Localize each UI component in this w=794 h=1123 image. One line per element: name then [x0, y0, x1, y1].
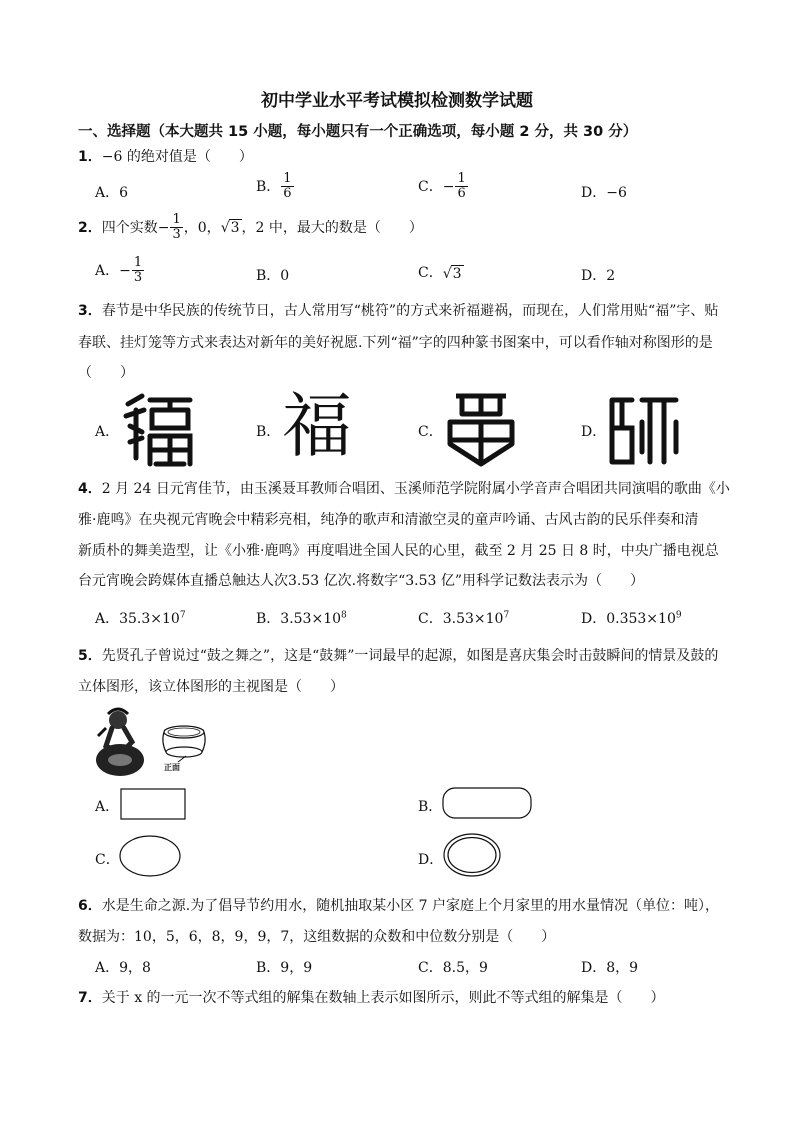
question-6-line-2: 数据为：10，5，6，8，9，9，7，这组数据的众数和中位数分别是（ ） [78, 929, 556, 945]
exponent: 9 [675, 610, 682, 621]
numerator: 1 [172, 212, 181, 227]
question-3 [78, 300, 718, 320]
question-text: 水是生命之源.为了倡导节约用水，随机抽取某小区 7 户家庭上个月家里的用水量情况（单位：吨）， [101, 898, 720, 914]
question-number: 2． [78, 219, 102, 236]
square-root [221, 219, 242, 236]
q3-option-c: C． [418, 424, 443, 440]
question-4-line-3: 新质朴的舞美造型，让《小雅·鹿鸣》再度唱进全国人民的心里，截至 2 月 25 日 8 时，中央广播电视总 [78, 543, 719, 559]
question-text: 2 月 24 日元宵佳节，由玉溪聂耳教师合唱团、玉溪师范学院附属小学音声合唱团共同演唱的歌曲《小 [101, 481, 730, 497]
q6-option-a: A．9，8 [95, 960, 151, 976]
q2-option-b: B．0 [256, 268, 290, 284]
page-title: 初中学业水平考试模拟检测数学试题 [261, 91, 533, 111]
question-4-line-2: 雅·鹿鸣》在央视元宵晚会中精彩亮相，纯净的歌声和清澈空灵的童声吟诵、古风古韵的民乐伴奏和清 [78, 512, 699, 528]
q1-option-a: A．6 [95, 185, 129, 201]
question-5 [78, 645, 718, 665]
q6-option-d: D．8，9 [581, 960, 639, 976]
q6-option-c: C．8.5，9 [418, 960, 488, 976]
question-text: 关于 x 的一元一次不等式组的解集在数轴上表示如图所示，则此不等式组的解集是（ ） [101, 990, 665, 1006]
q1-option-d: D．−6 [581, 185, 627, 201]
denominator: 3 [172, 227, 181, 243]
option-d-double-ellipse [442, 832, 504, 880]
option-c-ellipse [118, 834, 184, 880]
numerator: 1 [457, 171, 466, 186]
q5-option-b: B． [418, 799, 443, 815]
q4-option-b [256, 608, 347, 628]
q2-option-c [418, 262, 464, 282]
fraction [170, 213, 182, 243]
q5-option-c: C． [95, 852, 120, 868]
q3-option-a: A． [95, 424, 120, 440]
question-number: 7． [78, 990, 102, 1006]
option-text: C．3.53×10 [418, 611, 504, 627]
option-text: B．3.53×10 [256, 611, 342, 627]
question-number: 6． [78, 898, 102, 914]
seal-fu-glyph-d [606, 392, 682, 468]
question-text: ，0， [183, 219, 221, 236]
q3-option-b: B． [256, 424, 281, 440]
exponent: 7 [179, 610, 186, 621]
exponent: 7 [503, 610, 510, 621]
denominator: 6 [283, 186, 292, 202]
question-3-line-2: 春联、挂灯笼等方式来表达对新年的美好祝愿.下列“福”字的四种篆书图案中，可以看作轴对称图形的是 [78, 335, 713, 351]
q5-option-a: A． [95, 799, 120, 815]
question-number: 3． [78, 303, 102, 319]
seal-fu-glyph-a [122, 392, 196, 468]
option-a-rectangle [120, 788, 188, 822]
option-b-rounded-rectangle [442, 787, 534, 821]
fraction [281, 172, 293, 202]
fraction [132, 256, 144, 286]
q3-option-d: D． [581, 424, 607, 440]
question-4-line-4: 台元宵晚会跨媒体直播总触达人次3.53 亿次.将数字“3.53 亿”用科学记数法表示为（ ） [78, 573, 645, 589]
denominator: 3 [133, 270, 143, 286]
question-text: 先贤孔子曾说过“鼓之舞之”，这是“鼓舞”一词最早的起源，如图是喜庆集会时击鼓瞬间的情景及鼓的 [101, 648, 719, 664]
square-root [443, 265, 464, 282]
question-number: 5． [78, 648, 102, 664]
q1-option-b [256, 172, 295, 202]
section-heading: 一、选择题（本大题共 15 小题，每小题只有一个正确选项，每小题 2 分，共 30 分） [78, 124, 638, 140]
option-text: A．35.3×10 [95, 611, 180, 627]
q2-option-d: D．2 [581, 268, 616, 284]
q4-option-d [581, 608, 682, 628]
numerator: 1 [133, 255, 143, 270]
q1-option-c [418, 172, 469, 202]
exponent: 8 [341, 610, 347, 621]
q6-option-b: B．9，9 [256, 960, 313, 976]
front-label: 正面 [164, 763, 180, 772]
q4-option-a [95, 608, 186, 628]
question-text: ，2 中，最大的数是（ ） [241, 219, 423, 236]
question-2 [78, 213, 423, 243]
denominator: 6 [457, 186, 466, 202]
question-6 [78, 895, 719, 915]
seal-fu-glyph-c [446, 392, 516, 468]
radicand: 3 [230, 220, 240, 237]
q4-option-c [418, 608, 509, 628]
question-text: −6 的绝对值是（ ） [101, 149, 253, 165]
option-label: A．− [95, 262, 131, 279]
question-5-line-2: 立体图形，该立体图形的主视图是（ ） [78, 679, 344, 695]
option-label: C． [418, 265, 443, 281]
question-number: 1． [78, 149, 102, 165]
option-text: D．0.353×10 [581, 611, 676, 627]
question-4 [78, 478, 730, 498]
q5-option-d: D． [418, 852, 444, 868]
question-number: 4． [78, 481, 102, 497]
question-3-line-3: （ ） [78, 365, 134, 381]
question-1 [78, 146, 253, 166]
radicand: 3 [452, 265, 462, 282]
q2-option-a [95, 256, 145, 286]
question-7 [78, 987, 665, 1007]
fraction [455, 172, 467, 202]
option-label: B． [256, 178, 281, 195]
numerator: 1 [283, 171, 292, 186]
radical-sign: √ [442, 265, 452, 282]
radical-sign: √ [220, 220, 230, 237]
question-text: 四个实数− [101, 219, 170, 236]
option-label: C．− [418, 178, 455, 195]
question-text: 春节是中华民族的传统节日，古人常用写“桃符”的方式来祈福避祸，而现在，人们常用贴“福”字、贴 [101, 303, 719, 319]
seal-fu-glyph-b: 福 [282, 385, 352, 467]
drummer-illustration [92, 706, 152, 778]
